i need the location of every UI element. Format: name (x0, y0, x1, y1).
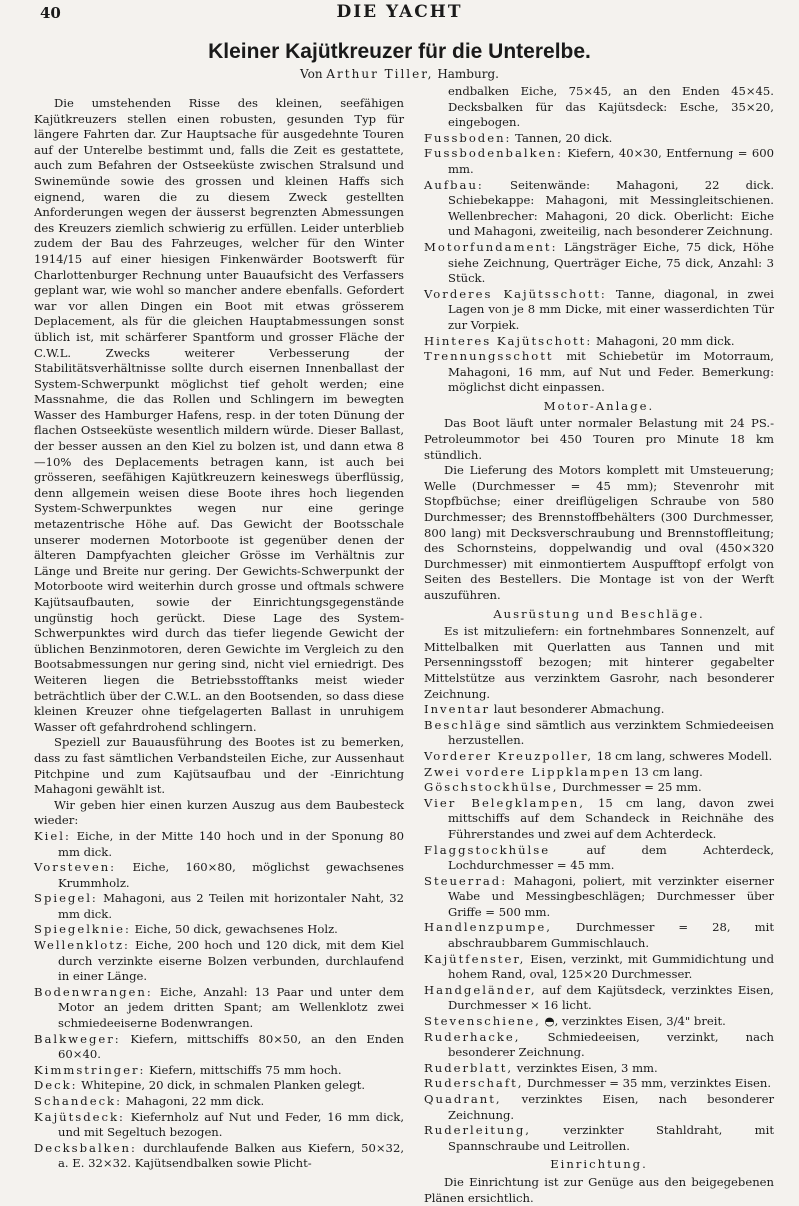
spec-text: Mahagoni, 20 mm dick. (595, 333, 735, 348)
spec-term: Fussbodenbalken: (424, 146, 563, 161)
spec-entry (34, 1110, 404, 1141)
spec-term: Spiegel: (34, 891, 98, 906)
spec-term: Kiel: (34, 828, 71, 843)
spec-term: Göschstockhülse, (424, 780, 559, 795)
spec-term: Zwei vordere Lippklampen (424, 764, 631, 779)
spec-entry (424, 240, 774, 287)
spec-term: Spiegelknie: (34, 922, 131, 937)
paragraph: Speziell zur Bauausführung des Bootes ist zu bemerken, dass zu fast sämtlichen Verbandsteilen Eiche, zur Aussenhaut Pitchpine und zum Kajütsaufbau und der -Einrichtung Mahagoni gewählt ist. (34, 735, 404, 797)
spec-text: Whitepine, 20 dick, in schmalen Planken gelegt. (81, 1078, 366, 1093)
spec-text: verzinktes Eisen, 3 mm. (516, 1060, 658, 1075)
spec-text: Eiche, 50 dick, gewachsenes Holz. (134, 922, 338, 937)
left-column (34, 96, 404, 1172)
spec-entry (424, 718, 774, 749)
spec-entry (424, 146, 774, 177)
spec-term: Bodenwrangen: (34, 984, 153, 999)
spec-text: Eiche, in der Mitte 140 hoch und in der Sponung 80 mm dick. (58, 828, 404, 859)
spec-term: Steuerrad: (424, 873, 508, 888)
spec-entry (424, 874, 774, 921)
spec-entry (424, 287, 774, 334)
spec-term: Trennungsschott (424, 349, 554, 364)
spec-text: Tanne, diagonal, in zwei Lagen von je 8 mm Dicke, mit einer wasserdichten Tür zur Vorpiek. (448, 286, 774, 332)
byline (0, 67, 799, 81)
author-name: Arthur Tiller, (326, 67, 434, 81)
spec-text: Kiefernholz auf Nut und Feder, 16 mm dick, und mit Segeltuch bezogen. (58, 1109, 405, 1140)
spec-entry (424, 1076, 774, 1092)
spec-entry (424, 1014, 774, 1030)
spec-text: Eiche, Anzahl: 13 Paar und unter dem Motor an jedem dritten Spant; am Wellenklotz zwei schmiedeeiserne Bodenwrangen. (58, 984, 404, 1031)
spec-entry (34, 891, 404, 922)
spec-entry (424, 131, 774, 147)
spec-entry (34, 922, 404, 938)
spec-text: Eisen, verzinkt, mit Gummidichtung und hohem Rand, oval, 125×20 Durchmesser. (448, 951, 774, 982)
spec-term: Quadrant, (424, 1092, 502, 1106)
spec-text: ◓, verzinktes Eisen, 3/4" breit. (544, 1014, 726, 1029)
spec-text: Tannen, 20 dick. (515, 130, 613, 145)
spec-text: verzinkter Stahldraht, mit Spannschraube und Leitrollen. (448, 1123, 774, 1153)
spec-entry (34, 1094, 404, 1110)
spec-text: Längsträger Eiche, 75 dick, Höhe siehe Zeichnung, Querträger Eiche, 75 dick, Anzahl: 3 Stück. (448, 239, 775, 286)
spec-text: 15 cm lang, davon zwei mittschiffs auf dem Schandeck in Reichnähe des Führerstandes und zwei auf dem Achterdeck. (448, 795, 774, 841)
spec-entry (424, 1123, 774, 1154)
paragraph: Das Boot läuft unter normaler Belastung mit 24 PS.-Petroleummotor bei 450 Touren pro Minute 18 km stündlich. (424, 416, 774, 462)
spec-term: Motorfundament: (424, 239, 558, 254)
spec-term: Aufbau: (424, 177, 484, 192)
spec-text: 13 cm lang. (634, 764, 703, 779)
spec-term: Kajütsdeck: (34, 1109, 125, 1124)
spec-text: durchlaufende Balken aus Kiefern, 50×32, a. E. 32×32. Kajütsendbalken sowie Plicht- (58, 1140, 404, 1171)
spec-entry (424, 920, 774, 951)
spec-entry (34, 829, 404, 860)
spec-entry (34, 1063, 404, 1079)
spec-text: Durchmesser = 25 mm. (562, 780, 702, 795)
spec-term: Deck: (34, 1078, 78, 1093)
spec-text: Schmiedeeisen, verzinkt, nach besonderer Zeichnung. (448, 1029, 774, 1060)
author-place: Hamburg. (437, 67, 499, 81)
right-column (424, 84, 774, 1206)
spec-term: Stevenschiene, (424, 1014, 541, 1029)
spec-text: Eiche, 160×80, möglichst gewachsenes Krummholz. (58, 860, 405, 890)
article-title: Kleiner Kajütkreuzer für die Unterelbe. (208, 40, 591, 63)
spec-text: auf dem Achterdeck, Lochdurchmesser = 45 mm. (448, 842, 775, 873)
spec-entry (424, 349, 774, 396)
spec-term: Handlenzpumpe, (424, 920, 552, 935)
spec-entry (424, 983, 774, 1014)
spec-term: Wellenklotz: (34, 938, 130, 953)
spec-term: Decksbalken: (34, 1140, 137, 1155)
spec-entry (424, 1061, 774, 1077)
journal-header: DIE YACHT (336, 2, 463, 22)
paragraph: Die Einrichtung ist zur Genüge aus den beigegebenen Plänen ersichtlich. (424, 1174, 774, 1205)
spec-term: Inventar (424, 702, 491, 717)
spec-entry (424, 749, 774, 765)
spec-term: Ruderleitung, (424, 1123, 531, 1138)
section-heading-motor: Motor-Anlage. (543, 398, 655, 413)
spec-entry (34, 938, 404, 985)
spec-list (34, 829, 404, 1172)
spec-term: Ruderschaft, (424, 1076, 524, 1091)
spec-entry (424, 952, 774, 983)
spec-term: Kajütfenster, (424, 951, 526, 966)
spec-text: laut besonderer Abmachung. (493, 702, 665, 717)
section-heading-equipment: Ausrüstung und Beschläge. (493, 606, 705, 621)
spec-entry (34, 1078, 404, 1094)
spec-text: Durchmesser = 35 mm, verzinktes Eisen. (527, 1076, 772, 1091)
spec-entry (34, 1141, 404, 1172)
spec-entry (424, 843, 774, 874)
paragraph: Die Lieferung des Motors komplett mit Umsteuerung; Welle (Durchmesser = 45 mm); Stevenrohr mit Stopfbüchse; einer dreiflügeligen Schraube von 580 Durchmesser; des Brennstoffbehälters (300 Durchmesser, 800 lang) mit Decksverschraubung und Brennstoffleitung; des Schornsteins, doppelwandig und oval (450×320 Durchmesser) mit einmontiertem Auspufftopf erfolgt von Seiten des Bestellers. Die Montage ist von der Werft auszuführen. (424, 463, 774, 602)
spec-entry (424, 1030, 774, 1061)
spec-entry (424, 780, 774, 796)
spec-text: Mahagoni, poliert, mit verzinkter eiserner Wabe und Messingbeschlägen; Durchmesser über Griffe = 500 mm. (448, 873, 774, 919)
spec-entry (34, 860, 404, 891)
spec-text: sind sämtlich aus verzinktem Schmiedeeisen herzustellen. (448, 717, 774, 748)
spec-text: Kiefern, mittschiffs 80×50, an den Enden 60×40. (58, 1031, 405, 1062)
spec-term: Hinteres Kajütschott: (424, 333, 593, 348)
spec-entry (424, 796, 774, 843)
spec-text: Kiefern, mittschiffs 75 mm hoch. (149, 1062, 342, 1077)
spec-term: Schandeck: (34, 1094, 122, 1108)
spec-text: Mahagoni, 22 mm dick. (125, 1094, 265, 1108)
spec-text: Seitenwände: Mahagoni, 22 dick. Schiebekappe: Mahagoni, mit Messingleitschienen. Wellenbrecher: Mahagoni, 20 dick. Oberlicht: Eiche und Mahagoni, zweiteilig, nach besonderer Zeichnung. (448, 177, 775, 239)
paragraph: Wir geben hier einen kurzen Auszug aus dem Baubesteck wieder: (34, 797, 404, 828)
spec-text: auf dem Kajütsdeck, verzinktes Eisen, Durchmesser × 16 licht. (448, 982, 774, 1013)
spec-text: mit Schiebetür im Motorraum, Mahagoni, 16 mm, auf Nut und Feder. Bemerkung: möglichst dicht einpassen. (448, 349, 774, 395)
section-heading-interior: Einrichtung. (550, 1157, 648, 1172)
spec-term: Kimmstringer: (34, 1062, 146, 1077)
spec-text: 18 cm lang, schweres Modell. (596, 748, 773, 763)
spec-term: Handgeländer, (424, 982, 537, 997)
spec-entry (424, 702, 774, 718)
byline-prefix: Von (300, 67, 323, 81)
spec-text: Eiche, 200 hoch und 120 dick, mit dem Kiel durch verzinkte eiserne Bolzen verbunden, durchlaufend in einer Länge. (58, 938, 405, 984)
spec-text: Kiefern, 40×30, Entfernung = 600 mm. (448, 146, 775, 176)
spec-term: Fussboden: (424, 130, 512, 145)
spec-term: Flaggstockhülse (424, 842, 551, 857)
spec-term: Vier Belegklampen, (424, 795, 585, 810)
paragraph: Es ist mitzuliefern: ein fortnehmbares Sonnenzelt, auf Mittelbalken mit Querlatten aus Tannen und mit Persenningsstoff bezogen; mit hinterer gegabelter Mittelstütze aus verzinktem Gasrohr, nach besonderer Zeichnung. (424, 624, 774, 701)
spec-term: Vorsteven: (34, 860, 117, 875)
spec-entry (424, 765, 774, 781)
spec-text: Mahagoni, aus 2 Teilen mit horizontaler Naht, 32 mm dick. (58, 891, 405, 921)
continuation-text: endbalken Eiche, 75×45, an den Enden 45×45. Decksbalken für das Kajütsdeck: Esche, 35×20, eingebogen. (448, 84, 774, 130)
intro-paragraph: Die umstehenden Risse des kleinen, seefähigen Kajütkreuzers stellen einen robusten, gesunden Typ für längere Fahrten dar. Zur Hauptsache für ausgedehnte Touren auf der Unterelbe bestimmt und, falls die Zeit es gestattete, auch zum Befahren der Ostseeküste zwischen Stralsund und Swinemünde sowie des grossen und kleinen Haffs sich eignend, waren die zu diesem Zweck gestellten Anforderungen wegen der äusserst begrenzten Abmessungen des Kreuzers ziemlich schwierig zu erfüllen. Leider unterblieb zudem der Bau des Fahrzeuges, welcher für den Winter 1914/15 auf einer hiesigen Finkenwärder Bootswerft für Charlottenburger Rechnung unter Bauaufsicht des Verfassers geplant war, wie wohl so mancher andere ebenfalls. Gefordert war vor allen Dingen ein Boot mit etwas grösserem Deplacement, als für die gleichen Hauptabmessungen sonst üblich ist, mit schärferer Spantform und grosser Fläche der C.W.L. Zwecks weiterer Verbesserung der Stabilitätsverhältnisse sollte durch eisernen Innenballast der System-Schwerpunkt möglichst tief geholt werden; eine Massnahme, die das Rollen und Schlingern im bewegten Wasser des Hamburger Hafens, resp. in der toten Dünung der flachen Ostseeküste wesentlich mildern würde. Dieser Ballast, der besser aussen an den Kiel zu bolzen ist, und dann etwa 8—10% des Deplacements betragen kann, ist auch bei grösseren, seefähigen Kajütkreuzern keineswegs überflüssig, denn allgemein weisen diese Boote ihres hoch liegenden System-Schwerpunktes wegen nur eine geringe metazentrische Höhe auf. Das Gewicht der Bootsschale unserer modernen Motorboote ist gegenüber denen der älteren Dampfyachten gleicher Grösse im Verhältnis zur Länge und Breite nur gering. Der Gewichts-Schwerpunkt der Motorboote wird weiterhin durch grosse und oftmals schwere Kajütsaufbauten, sowie der Einrichtungsgegenstände ungünstig hoch gerückt. Diese Lage des System-Schwerpunktes wird durch das tiefer liegende Gewicht der üblichen Benzinmotoren, deren Gewichte im Vergleich zu den Bootsabmessungen nur gering sind, nicht viel erniedrigt. Des Weiteren liegen die Betriebsstofftanks meist wieder beträchtlich über der C.W.L. an den Bootsenden, so dass diese kleinen Kreuzer ohne tiefgelagerten Ballast in unruhigem Wasser oft gefahrdrohend schlingern. (34, 96, 404, 734)
spec-term: Beschläge (424, 717, 503, 732)
spec-term: Ruderhacke, (424, 1029, 521, 1044)
spec-term: Vorderes Kajütsschott: (424, 286, 607, 301)
page-number: 40 (40, 4, 61, 22)
spec-term: Balkweger: (34, 1031, 121, 1046)
spec-entry (424, 178, 774, 240)
spec-entry (34, 985, 404, 1032)
spec-text: verzinktes Eisen, nach besonderer Zeichnung. (448, 1092, 774, 1122)
spec-term: Vorderer Kreuzpoller, (424, 748, 594, 763)
spec-entry (34, 1032, 404, 1063)
spec-term: Ruderblatt, (424, 1060, 514, 1075)
spec-text: Durchmesser = 28, mit abschraubbarem Gummischlauch. (448, 920, 774, 951)
spec-entry (424, 334, 774, 350)
